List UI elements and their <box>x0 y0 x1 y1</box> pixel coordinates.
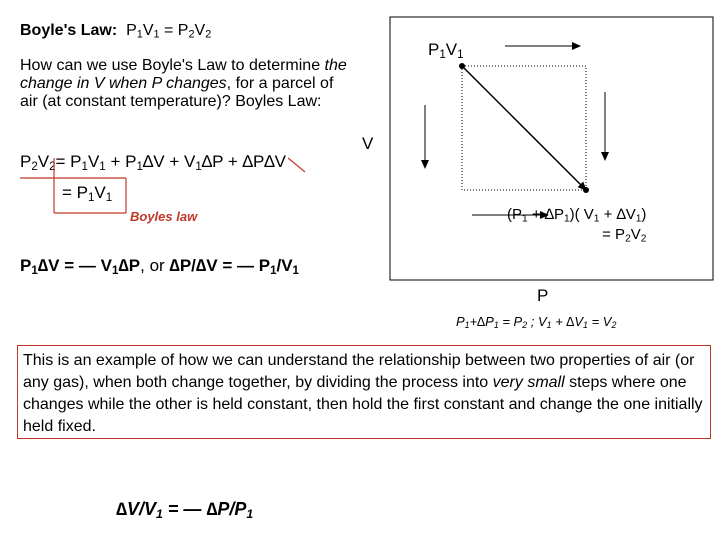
boyles-bracket <box>20 158 126 213</box>
graph-frame <box>390 17 713 280</box>
boyles-law-label: Boyles law <box>130 209 198 224</box>
title-label: Boyle's Law: <box>20 22 118 39</box>
p1v1-label: $P_1V_1$ <box>428 40 464 61</box>
explanation-box: This is an example of how we can understand the relationship between two properties of air (or any gas), when both change together, by dividing the process into very small steps where one changes while the other is held constant, then hold the first constant and change the one initially held fixed. <box>17 345 711 439</box>
bottom-equation: $\Delta V/V_1$ = — $\Delta P/P_1$ <box>116 499 254 522</box>
title-equation: $P_1V_1 = P_2V_2$ <box>126 22 212 41</box>
question-text: How can we use Boyle's Law to determine the change in V when P changes, for a parcel of air (at constant temperature)? Boyles Law: <box>20 57 347 110</box>
process-diagonal-arrow <box>462 66 586 190</box>
p-axis-label: P <box>537 286 549 305</box>
expansion-continuation: = $P_1V_1$ <box>62 183 113 204</box>
increment-equation: $P_1+\Delta P_1 = P_2$ ; $V_1 + \Delta V_1 = V_2$ <box>456 314 617 331</box>
final-state-label: $(P_1 + \Delta P_1)$( $V_1 + \Delta V_1$) = $P_2V_2$ <box>507 206 647 245</box>
start-point <box>459 63 465 69</box>
end-point <box>583 187 589 193</box>
expansion-equation: $P_2V_2= P_1V_1 + P_1\Delta V + V_1\Delta P + \Delta P\Delta V$ <box>20 152 287 173</box>
v-axis-label: V <box>362 134 374 153</box>
result-equation: $P_1\Delta V$ = — $V_1\Delta P$, or ∆P/∆V = — $P_1/V_1$ <box>20 256 299 277</box>
strike-mark <box>288 158 305 172</box>
